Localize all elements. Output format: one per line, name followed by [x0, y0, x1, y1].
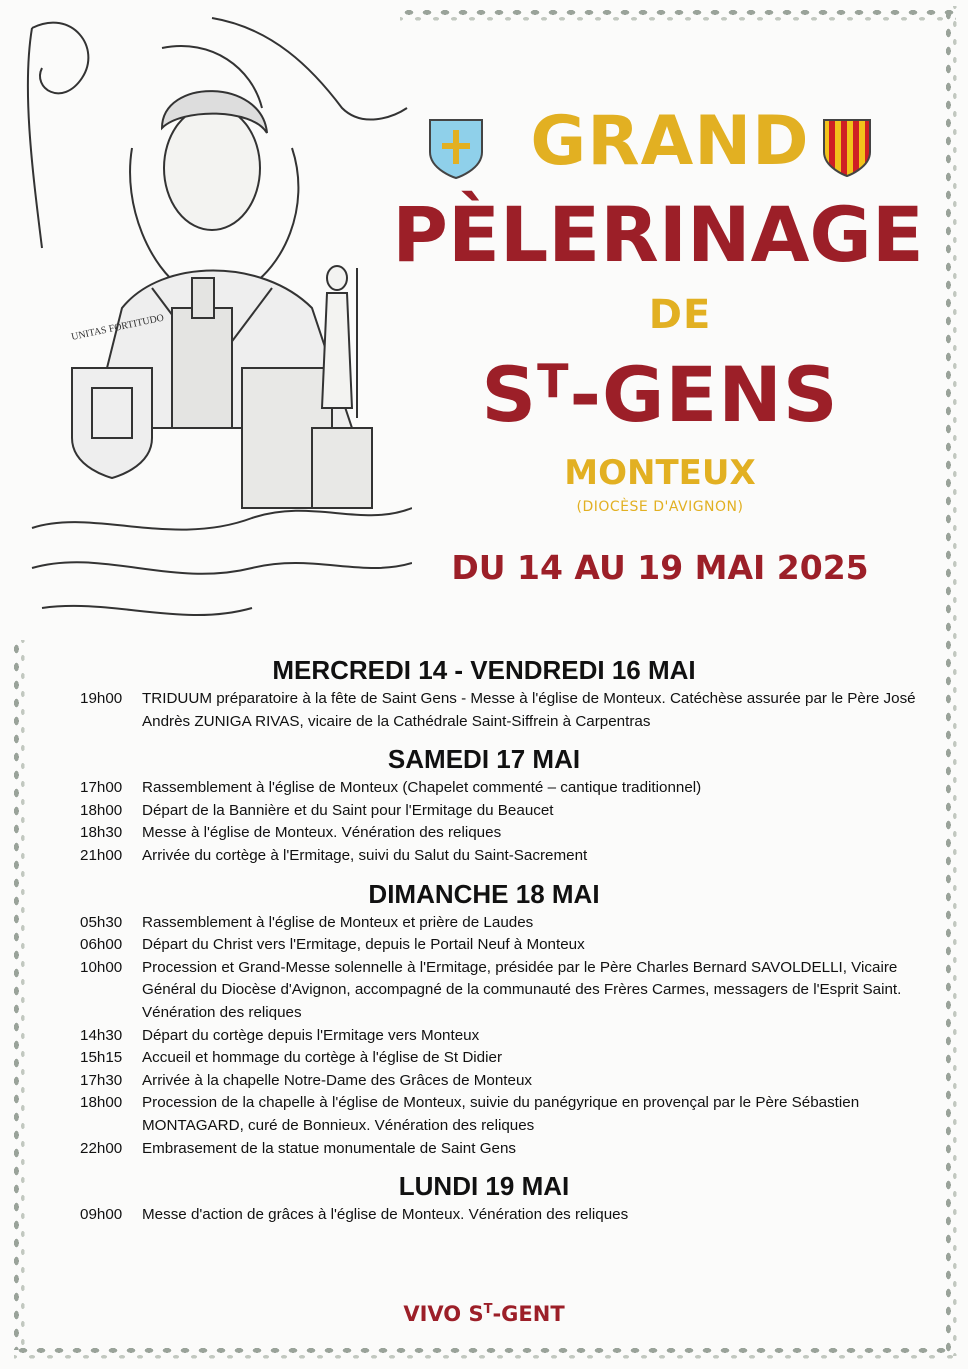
day-block	[0, 652, 968, 733]
schedule-entry	[0, 1138, 968, 1161]
entry-time: 17h30	[80, 1071, 123, 1089]
entry-text: Accueil et hommage du cortège à l'église de St Didier	[142, 1049, 502, 1067]
schedule-entry	[0, 1070, 968, 1093]
title-de: DE	[648, 292, 712, 338]
entry-time: 18h00	[80, 801, 123, 819]
entry-text: TRIDUUM préparatoire à la fête de Saint Gens - Messe à l'église de Monteux. Catéchèse assurée par le Père José Andrès ZUNIGA RIVAS, vicaire de la Cathédrale Saint-Siffrein à Carpentras	[142, 690, 916, 730]
entry-time: 18h30	[80, 824, 123, 842]
entry-text: Procession et Grand-Messe solennelle à l'Ermitage, présidée par le Père Charles Bernard SAVOLDELLI, Vicaire Général du Diocèse d'Avignon, accompagné de la communauté des Frères Carmes, messagers de l'Esprit Saint. Vénération des reliques	[142, 958, 902, 1021]
title-st-sup: T	[537, 354, 570, 408]
day-title: SAMEDI 17 MAI	[387, 744, 581, 775]
title-grand: GRAND	[530, 102, 810, 181]
diocese-name: (DIOCÈSE D'AVIGNON)	[576, 499, 744, 515]
entry-text: Départ de la Bannière et du Saint pour l'Ermitage du Beaucet	[142, 801, 554, 819]
schedule-entry	[0, 845, 968, 868]
entry-text: Rassemblement à l'église de Monteux et prière de Laudes	[142, 913, 534, 931]
schedule-entry	[0, 777, 968, 800]
title-st-gens	[460, 350, 860, 439]
entry-text: Messe à l'église de Monteux. Vénération des reliques	[142, 824, 502, 842]
footer-motto	[0, 1302, 968, 1326]
day-title: DIMANCHE 18 MAI	[368, 878, 600, 909]
schedule-entry	[0, 822, 968, 845]
schedule-entry	[0, 800, 968, 823]
saint-gens-illustration	[12, 8, 412, 648]
entry-time: 05h30	[80, 913, 123, 931]
day-title: LUNDI 19 MAI	[398, 1171, 570, 1202]
entry-time: 21h00	[80, 846, 123, 864]
schedule-entry	[0, 957, 968, 1025]
schedule	[0, 652, 968, 1235]
schedule-entry	[0, 1092, 968, 1137]
day-block	[0, 1168, 968, 1227]
entry-time: 22h00	[80, 1139, 123, 1157]
entry-time: 06h00	[80, 936, 123, 954]
schedule-entry	[0, 1025, 968, 1048]
entry-time: 15h15	[80, 1049, 123, 1067]
entry-time: 18h00	[80, 1094, 123, 1112]
day-block	[0, 876, 968, 1161]
schedule-entry	[0, 912, 968, 935]
entry-time: 14h30	[80, 1026, 123, 1044]
footer-main: VIVO S	[403, 1302, 484, 1326]
border-bottom	[14, 1344, 954, 1360]
entry-time: 19h00	[80, 690, 123, 707]
title-st-rest: -GENS	[569, 350, 839, 439]
title-pelerinage: PÈLERINAGE	[392, 190, 924, 279]
entry-text: Rassemblement à l'église de Monteux (Chapelet commenté – cantique traditionnel)	[142, 779, 702, 797]
entry-time: 09h00	[80, 1206, 123, 1224]
entry-time: 10h00	[80, 958, 123, 976]
entry-text: Messe d'action de grâces à l'église de Monteux. Vénération des reliques	[142, 1206, 629, 1224]
illustration-motto: UNITAS FORTITUDO	[70, 312, 165, 343]
footer-sup: T	[483, 1302, 493, 1317]
entry-text: Départ du Christ vers l'Ermitage, depuis le Portail Neuf à Monteux	[142, 936, 585, 954]
entry-time: 17h00	[80, 779, 123, 797]
footer-rest: -GENT	[492, 1302, 565, 1326]
entry-text: Procession de la chapelle à l'église de Monteux, suivie du panégyrique en provençal par le Père Sébastien MONTAGARD, curé de Bonnieux. Vénération des reliques	[142, 1094, 860, 1134]
entry-text: Arrivée à la chapelle Notre-Dame des Grâces de Monteux	[142, 1071, 532, 1089]
title-st-s: S	[481, 350, 538, 439]
schedule-entry	[0, 688, 968, 733]
entry-text: Embrasement de la statue monumentale de Saint Gens	[142, 1139, 516, 1157]
entry-text: Arrivée du cortège à l'Ermitage, suivi du Salut du Saint-Sacrement	[142, 846, 588, 864]
schedule-entry	[0, 1047, 968, 1070]
border-top	[400, 6, 956, 22]
schedule-entry	[0, 1204, 968, 1227]
day-title: MERCREDI 14 - VENDREDI 16 MAI	[272, 655, 696, 685]
day-block	[0, 741, 968, 867]
entry-text: Départ du cortège depuis l'Ermitage vers Monteux	[142, 1026, 480, 1044]
event-dates: DU 14 AU 19 MAI 2025	[451, 548, 869, 587]
town-name: MONTEUX	[564, 453, 756, 493]
schedule-entry	[0, 934, 968, 957]
